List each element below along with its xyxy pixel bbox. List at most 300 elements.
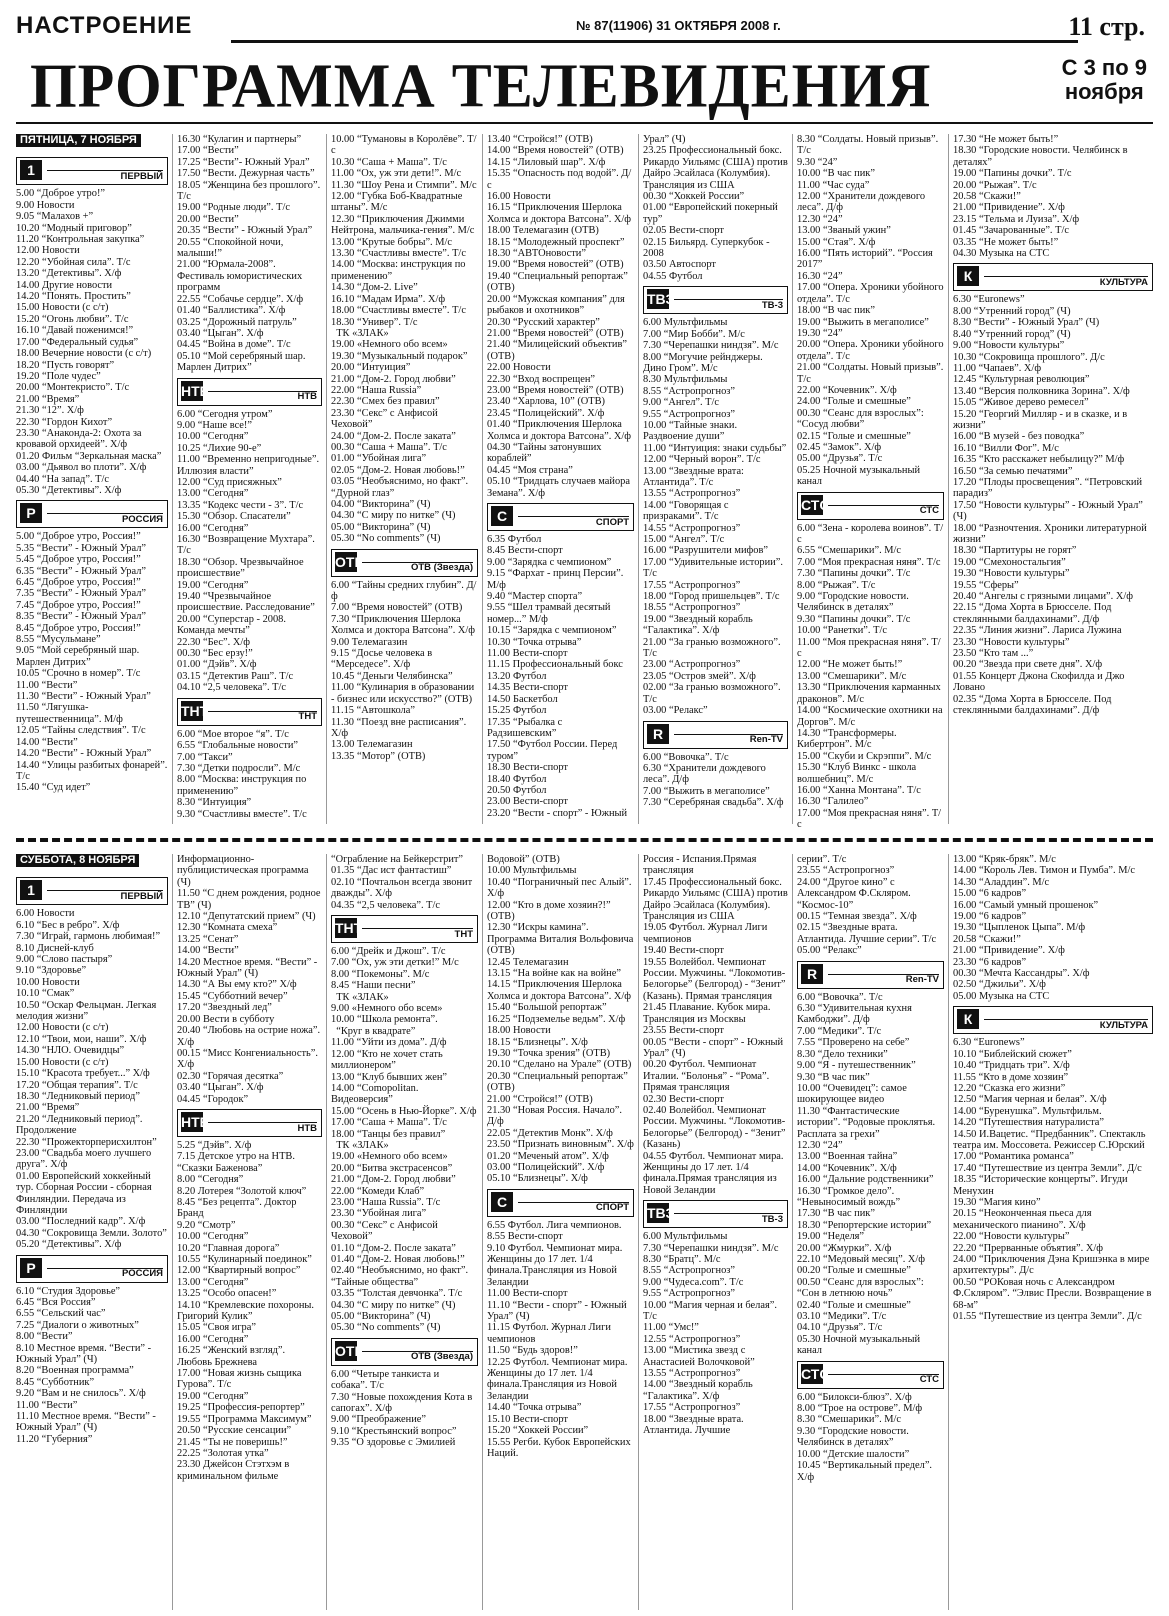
program-line: 11.00 “Моя прекрасная няня”. Т/с [797, 636, 941, 660]
program-line: 17.00 “Романтика романса” [953, 1151, 1074, 1163]
program-line: Урал” (Ч) [643, 134, 686, 145]
program-line: 02.15 “Звездные врата. Атлантида. Лучшие серии”. Т/с [797, 922, 937, 945]
program-line: 15.25 Футбол [487, 705, 547, 717]
program-line: 18.55 “Астропрогноз” [643, 602, 741, 614]
program-line: 12.00 “Кто не хочет стать миллионером” [331, 1048, 446, 1072]
program-line: 7.00 “Ох, уж эти детки!” М/с [331, 957, 459, 969]
program-line: 6.45 “Вся Россия” [16, 1297, 96, 1308]
program-line: “Ограбление на Бейкерстрит” [331, 854, 464, 865]
program-line: 6.55 “Глобальные новости” [177, 740, 299, 752]
program-line: 8.35 “Вести” - Южный Урал” [16, 611, 146, 623]
program-line: 11.00 “Умс!” [643, 1322, 699, 1334]
program-line: 17.30 “В час пик” [797, 1208, 875, 1220]
program-line: 03.40 “Цыган”. Х/ф [177, 327, 264, 339]
program-line: 22.00 “Комеди Клаб” [331, 1185, 425, 1197]
channel-logo-icon: 1 [20, 160, 42, 180]
channel-header [953, 1006, 1153, 1034]
program-line: 15.00 “6 кадров” [953, 888, 1027, 900]
program-line: 8.20 “Военная программа” [16, 1365, 134, 1377]
channel-logo-icon: ТНТ [335, 920, 363, 937]
program-line: 9.00 Новости [16, 199, 75, 211]
day-heading: СУББОТА, 8 НОЯБРЯ [16, 854, 139, 867]
program-line: 19.20 “Поле чудес” [16, 370, 101, 382]
friday-schedule [16, 134, 1153, 831]
program-line: 9.20 “Смотр” [177, 1219, 236, 1231]
program-line: 21.00 “Время новостей” (ОТВ) [487, 327, 624, 339]
program-line: 9.10 “Крестьянский вопрос” [331, 1425, 457, 1437]
schedule-column [172, 134, 322, 824]
program-line: 17.20 “Звездный лед” [177, 1002, 272, 1014]
program-line: 15.55 Регби. Кубок Европейских Наций. [487, 1436, 634, 1459]
program-line: 11.00 “Вести” [16, 1399, 78, 1411]
program-line: Россия - Испания.Прямая трансляция [643, 854, 759, 877]
program-line: 17.00 “Вести” [177, 145, 239, 157]
program-line: 9.30 “Папины дочки”. Т/с [797, 613, 911, 625]
program-line: 19.40 “Чрезвычайное происшествие. Расследование” [177, 591, 315, 614]
program-line: 8.20 Лотерея “Золотой ключ” [177, 1185, 307, 1197]
program-line: 23.30 “Анаконда-2: Охота за кровавой орхидеей”. Х/ф [16, 427, 145, 451]
program-line: 14.00 “Буренушка”. Мультфильм. [953, 1105, 1102, 1117]
program-line: 8.55 “Астропрогноз” [643, 385, 735, 397]
program-line: 12.00 Новости [16, 245, 80, 257]
program-line: 6.10 “Бес в ребро”. Х/ф [16, 919, 120, 931]
program-line: 10.00 Мультфильмы [487, 865, 577, 877]
channel-header [797, 492, 944, 520]
program-line: 19.30 “Цыпленок Цыпа”. М/ф [953, 922, 1086, 934]
program-line: 21.30 “Новая Россия. Начало”. Д/ф [487, 1104, 625, 1128]
program-line: 04.30 “Сокровища Земли. Золото” [16, 1227, 167, 1239]
program-line: 16.30 “Возвращение Мухтара”. Т/с [177, 534, 318, 557]
program-line: 9.00 “Ангел”. Т/с [643, 397, 720, 409]
program-line: 15.40 “Большой репортаж” [487, 1002, 607, 1014]
program-line: 00.15 “Темная звезда”. Х/ф [797, 911, 917, 923]
program-line: 02.05 “Дом-2. Новая любовь!” [331, 464, 465, 476]
program-line: 9.00 “Зарядка с чемпионом” [487, 556, 612, 568]
program-line: 01.45 “Зачарованные”. Т/с [953, 225, 1069, 237]
program-line: 12.00 “Суд присяжных” [177, 476, 282, 488]
program-line: 24.00 “Приключения Дэна Кришэнка в мире архитектуры”. Д/с [953, 1254, 1152, 1277]
program-line: 18.00 Вечерние новости (с с/т) [16, 348, 152, 360]
program-line: 13.00 “Мистика звезд с Анастасией Волочковой” [643, 1345, 755, 1368]
program-line: 00.30 “Секс” с Анфисой Чеховой” [331, 1219, 441, 1243]
program-line: 11.00 “Интуиция: знаки судьбы” [643, 442, 787, 454]
program-line: 02.15 “Голые и смешные” [797, 430, 911, 442]
program-line: 03.05 “Необъяснимо, но факт”. “Дурной глаз” [331, 476, 471, 499]
program-line: 18.15 “Близнецы”. Х/ф [487, 1036, 588, 1048]
program-line: 11.30 “Шоу Рена и Стимпи”. М/с [331, 179, 477, 191]
program-line: 16.00 “Сегодня” [177, 1333, 249, 1345]
program-line: 23.25 Профессиональный бокс. Рикардо Уильямс (США) против Дайро Эсайласа (Колумбия). Трансляция из США [643, 145, 791, 191]
program-line: 8.00 “Москва: инструкция по применению” [177, 774, 309, 797]
program-line: 19.00 “Папины дочки”. Т/с [953, 168, 1072, 180]
masthead-rule [16, 122, 1153, 124]
channel-name: Ren-TV [905, 974, 939, 986]
program-line: 7.55 “Проверено на себе” [797, 1037, 910, 1049]
program-line: 5.00 “Доброе утро, Россия!” [16, 531, 141, 543]
program-line: 6.00 “Вовочка”. Т/с [643, 751, 729, 763]
program-line: 04.10 “2,5 человека”. Т/с [177, 682, 287, 694]
channel-logo-icon: 1 [20, 880, 42, 900]
program-line: 05.30 Ночной музыкальный канал [797, 1333, 923, 1357]
program-line: 04.40 “На запад”. Т/с [16, 473, 109, 485]
program-line: 05.00 “Викторина” (Ч) [331, 1311, 431, 1323]
program-line: 9.30 “Городские новости. Челябинск в деталях” [797, 1425, 912, 1449]
program-line: 6.00 Мультфильмы [643, 317, 728, 329]
channel-header [177, 1109, 322, 1137]
program-line: 12.00 “Хранители дождевого леса”. Д/ф [797, 191, 928, 214]
program-line: 20.30 “Специальный репортаж” (ОТВ) [487, 1070, 631, 1094]
program-line: 00.50 “Сеанс для взрослых”: “Сон в летнюю ночь” [797, 1276, 927, 1300]
program-line: 9.30 “24” [797, 156, 838, 168]
program-line: 17.45 Профессиональный бокс. Рикардо Уильямс (США) против Дайро Эсайласа (Колумбия). Трансляция из США [643, 876, 791, 923]
program-line: 04.30 “С миру по нитке” (Ч) [331, 510, 456, 522]
program-line: 17.20 “Общая терапия”. Т/с [16, 1079, 138, 1091]
program-line: 10.30 “Сокровища прошлого”. Д/с [953, 351, 1105, 363]
program-line: 03.25 “Дорожный патруль” [177, 316, 297, 328]
program-line: 11.50 “Лягушка-путешественница”. М/ф [16, 702, 123, 725]
channel-logo-icon: СТС [801, 1365, 830, 1382]
program-line: 23.00 “Свадьба моего лучшего друга”. Х/ф [16, 1147, 154, 1171]
program-line: 23.50 “Кто там ...” [953, 648, 1034, 660]
program-line: 21.45 Плавание. Кубок мира. Трансляция из Москвы [643, 1002, 774, 1025]
program-line: 15.00 Новости (с с/т) [16, 1056, 109, 1068]
program-line: 23.45 “Полицейский”. Х/ф [487, 407, 605, 419]
saturday-schedule [16, 854, 1153, 1610]
channel-name: НТВ [297, 1122, 317, 1134]
program-line: 19.00 «Немного обо всем» [331, 1151, 448, 1163]
program-line: 6.10 “Студия Здоровье” [16, 1285, 121, 1297]
schedule-column [948, 854, 1153, 1610]
schedule-column [638, 854, 791, 1610]
program-line: 16.25 “Подземелье ведьм”. Х/ф [487, 1013, 626, 1025]
program-line: 11.15 Футбол. Журнал Лиги чемпионов [487, 1322, 614, 1345]
program-line: 05.20 “Детективы”. Х/ф [16, 1239, 122, 1251]
program-line: 19.30 “Музыкальный подарок” [331, 350, 468, 362]
program-line: 00.05 “Вести - спорт” - Южный Урал” (Ч) [643, 1036, 786, 1059]
program-line: 14.30 “Трансформеры. Кибертрон”. М/с [797, 727, 900, 751]
program-line: 00.15 “Мисс Конгениальность”. Х/ф [177, 1047, 321, 1071]
program-line: 7.30 “Черепашки ниндзя”. М/с [643, 1242, 779, 1254]
program-line: 21.40 “Милицейский объектив” (ОТВ) [487, 339, 630, 362]
program-line: 22.20 “Прерванные объятия”. Х/ф [953, 1242, 1103, 1254]
program-line: 9.00 “Наше все!” [177, 419, 252, 431]
program-line: 22.05 “Детектив Монк”. Х/ф [487, 1127, 613, 1139]
program-line: 05.30 “Детективы”. Х/ф [16, 484, 122, 496]
channel-header [797, 1361, 944, 1389]
program-line: 12.45 Телемагазин [487, 956, 569, 968]
program-line: 18.40 Футбол [487, 773, 547, 785]
program-line: 02.45 “Замок”. Х/ф [797, 441, 882, 453]
program-line: 16.10 “Вилли Фог”. М/с [953, 442, 1059, 454]
program-line: 14.50 Баскетбол [487, 693, 558, 705]
program-line: 00.30 “Сеанс для взрослых”: “Сосуд любви” [797, 407, 927, 431]
program-line: 7.00 “Время новостей” (ОТВ) [331, 602, 463, 614]
program-line: 11.20 “Губерния” [16, 1433, 93, 1445]
schedule-column [16, 134, 171, 824]
program-line: 8.30 “Вести” - Южный Урал” (Ч) [953, 317, 1100, 329]
program-line: 23.15 “Тельма и Луиза”. Х/ф [953, 213, 1080, 225]
program-line: 22.00 “Кочевник”. Х/ф [797, 384, 897, 396]
program-line: 12.55 “Астропрогноз” [643, 1333, 741, 1345]
schedule-column [482, 134, 634, 824]
channel-name: СПОРТ [595, 1202, 629, 1214]
program-line: 13.00 “Смешарики”. М/с [797, 670, 907, 682]
program-line: 22.00 “Новости культуры” [953, 1231, 1070, 1243]
program-line: 16.00 “Дальние родственники” [797, 1174, 934, 1186]
program-line: 03.35 “Не может быть!” [953, 236, 1059, 248]
program-line: 13.25 “Сенат” [177, 933, 239, 945]
program-line: 13.40 “Версия полковника Зорина”. Х/ф [953, 385, 1130, 397]
program-line: Водовой” (ОТВ) [487, 854, 560, 865]
program-line: 7.30 “Приключения Шерлока Холмса и доктора Ватсона”. Х/ф [331, 613, 476, 637]
day-heading: ПЯТНИЦА, 7 НОЯБРЯ [16, 134, 141, 147]
program-line: 01.00 “Европейский покерный тур” [643, 202, 781, 225]
program-line: 05.00 “Релакс” [797, 945, 862, 957]
program-line: 18.00 “Город пришельцев”. Т/с [643, 591, 780, 603]
program-line: 13.35 “Мотор” (ОТВ) [331, 750, 426, 762]
date-range-line1: С 3 по 9 [1061, 55, 1147, 80]
program-line: 03.50 Автоспорт [643, 259, 716, 271]
program-line: 15.05 “Живое дерево ремесел” [953, 397, 1089, 409]
program-line: 8.00 “Могучие рейнджеры. Дино Гром”. М/с [643, 351, 766, 374]
program-line: 13.30 “Счастливы вместе”. Т/с [331, 248, 466, 260]
program-line: 03.40 “Цыган”. Х/ф [177, 1082, 264, 1094]
program-line: 12.00 “Губка Боб-Квадратные штаны”. М/с [331, 191, 465, 214]
program-line: 21.45 “Ты не поверишь!” [177, 1436, 288, 1448]
program-line: 23.55 Вести-спорт [643, 1025, 724, 1037]
program-line: 8.30 “Интуиция” [177, 797, 252, 809]
program-line: 14.20 “Понять. Простить” [16, 291, 131, 303]
program-line: 5.25 “Дэйв”. Х/ф [177, 1139, 252, 1151]
program-line: 10.45 “Деньги Челябинска” [331, 670, 453, 682]
program-line: 7.30 “Серебряная свадьба”. Х/ф [643, 797, 784, 809]
program-line: 02.35 “Дома Хорта в Брюсселе. Под стеклянными балдахинами”. Д/ф [953, 693, 1115, 717]
schedule-column [638, 134, 791, 824]
program-line: 20.00 “Рыжая”. Т/с [953, 179, 1037, 191]
program-line: 10.00 “Детские шалости” [797, 1448, 910, 1460]
program-line: 14.00 “Космические охотники на Доргов”. М/с [797, 705, 946, 728]
program-line: 22.30 “Вход воспрещен” [487, 373, 596, 385]
program-line: 15.20 “Георгий Милляр - и в сказке, и в жизни” [953, 408, 1130, 431]
program-line: 12.50 “Магия черная и белая”. Х/ф [953, 1094, 1107, 1106]
program-line: 9.00 «Немного обо всем» [331, 1003, 443, 1015]
program-line: 01.55 “Путешествие из центра Земли”. Д/с [953, 1311, 1142, 1323]
program-line: 6.00 “Мое второе “я”. Т/с [177, 728, 289, 740]
program-line: 6.00 “Четыре танкиста и собака”. Т/с [331, 1368, 442, 1392]
program-line: 9.30 “Счастливы вместе”. Т/с [177, 808, 307, 820]
program-line: 23.40 “Харлова, 10” (ОТВ) [487, 396, 606, 408]
program-line: 8.55 Вести-спорт [487, 1231, 563, 1243]
program-line: 15.30 “Клуб Винкс - школа волшебниц”. М/с [797, 762, 919, 785]
program-line: 8.45 “Субботник” [16, 1376, 95, 1388]
program-line: 15.35 “Опасность под водой”. Д/с [487, 168, 632, 191]
program-line: 00.20 Футбол. Чемпионат Италии. “Болонья” - “Рома”. Прямая трансляция [643, 1059, 772, 1094]
program-line: 03.15 “Детектив Раш”. Т/с [177, 670, 294, 682]
program-line: 22.15 “Дома Хорта в Брюсселе. Под стеклянными балдахинами”. Д/ф [953, 602, 1115, 625]
channel-logo-icon: ТНТ [181, 702, 209, 719]
program-line: 14.00 “Звездный корабль “Галактика”. Х/ф [643, 1379, 756, 1402]
program-line: 9.00 “Городские новости. Челябинск в деталях” [797, 591, 912, 614]
program-line: 8.00 “Покемоны”. М/с [331, 968, 430, 980]
program-line: 14.30 “А Вы ему кто?” Х/ф [177, 979, 297, 991]
program-line: 05.25 Ночной музыкальный канал [797, 464, 923, 488]
program-line: 10.00 “Ранетки”. Т/с [797, 625, 887, 637]
program-line: 8.55 “Мусульмане” [16, 634, 101, 646]
program-line: 16.00 “Сегодня” [177, 522, 249, 534]
program-line: 9.00 Телемагазин [331, 636, 408, 648]
program-line: 12.00 “Черный ворон”. Т/с [643, 454, 761, 466]
program-line: 9.30 “В час пик” [797, 1071, 870, 1083]
program-line: 10.30 “Саша + Маша”. Т/с [331, 156, 447, 168]
program-line: 21.30 “12”. Х/ф [16, 405, 84, 417]
program-line: ТК «ЗЛАК» [331, 327, 389, 339]
channel-name: ОТВ (Звезда) [410, 1351, 473, 1363]
program-line: 13.00 “Званый ужин” [797, 225, 891, 237]
issue-line: № 87(11906) 31 ОКТЯБРЯ 2008 г. [576, 18, 781, 33]
program-line: 18.20 “Пусть говорят” [16, 359, 115, 371]
program-line: 15.20 “Хоккей России” [487, 1425, 589, 1437]
program-line: 13.30 “Приключения карманных драконов”. М/с [797, 682, 944, 705]
program-line: 11.00 “Кулинария в образовании - бизнес или искусство?” (ОТВ) [331, 682, 477, 705]
program-line: 7.35 “Вести” - Южный Урал” [16, 588, 146, 600]
program-line: 20.00 “Битва экстрасенсов” [331, 1162, 453, 1174]
program-line: 9.05 “Мой серебряный шар. Марлен Дитрих” [16, 645, 142, 668]
program-line: 18.00 “Разночтения. Хроники литературной жизни” [953, 522, 1150, 545]
program-line: 17.25 “Вести”- Южный Урал” [177, 156, 310, 168]
program-line: 7.30 “Новые похождения Кота в сапогах”. Х/ф [331, 1391, 475, 1415]
program-line: 04.35 “2,5 человека”. Т/с [331, 899, 441, 911]
program-line: 17.00 “Опера. Хроники убойного отдела”. Т/с [797, 282, 947, 305]
schedule-column [792, 134, 947, 831]
channel-name: СТС [919, 1374, 939, 1386]
program-line: 10.05 “Срочно в номер”. Т/с [16, 668, 141, 680]
program-line: 19.00 “Звездный корабль “Галактика”. Х/ф [643, 613, 756, 637]
program-line: 03.00 “Релакс” [643, 705, 708, 717]
program-line: 12.05 “Тайны следствия”. Т/с [16, 725, 146, 737]
program-line: 8.30 “Смешарики”. М/с [797, 1414, 902, 1426]
program-line: 03.00 “Дьявол во плоти”. Х/ф [16, 462, 147, 474]
channel-logo-icon: СТС [801, 496, 830, 513]
program-line: 22.25 “Золотая утка” [177, 1447, 269, 1459]
program-line: 7.25 “Диалоги о животных” [16, 1319, 139, 1331]
schedule-column [326, 134, 478, 824]
program-line: 23.50 “Признать виновным”. Х/ф [487, 1139, 634, 1151]
program-line: 12.30 “Приключения Джимми Нейтрона, мальчика-гения”. М/с [331, 213, 475, 237]
program-line: 6.00 Новости [16, 908, 75, 920]
program-line: 9.00 “Чудеса.com”. Т/с [643, 1276, 744, 1288]
program-line: 8.45 “Доброе утро, Россия!” [16, 622, 141, 634]
program-line: 04.30 Музыка на СТС [953, 248, 1050, 260]
program-line: 8.55 “Астропрогноз” [643, 1265, 735, 1277]
program-line: 9.15 “Фархат - принц Персии”. М/ф [487, 568, 626, 591]
channel-header [487, 1189, 634, 1217]
program-line: 04.30 “Тайны затонувших кораблей” [487, 441, 605, 465]
channel-logo-icon: К [957, 266, 979, 286]
channel-name: ТВ-3 [761, 299, 783, 311]
program-line: 20.00 “Монтекристо”. Т/с [16, 382, 130, 394]
program-line: 17.35 “Рыбалка с Радзишевским” [487, 716, 565, 739]
program-line: 14.00 Другие новости [16, 279, 113, 291]
program-line: 22.55 “Собачье сердце”. Х/ф [177, 293, 304, 305]
program-line: ТК «ЗЛАК» [331, 1139, 389, 1151]
program-line: 22.00 Новости [487, 362, 551, 374]
program-line: 6.30 “Euronews” [953, 294, 1025, 306]
program-line: 16.35 “Кто расскажет небылицу?” М/ф [953, 454, 1125, 466]
program-line: 7.30 “Играй, гармонь любимая!” [16, 931, 161, 943]
program-line: 11.10 Местное время. “Вести” - Южный Урал” (Ч) [16, 1411, 159, 1434]
program-line: 00.30 “Саша + Маша”. Т/с [331, 441, 447, 453]
program-line: 18.30 “Обзор. Чрезвычайное происшествие” [177, 556, 307, 580]
schedule-column [326, 854, 478, 1610]
program-line: 19.30 “24” [797, 327, 843, 339]
channel-logo-icon: С [491, 1192, 513, 1212]
program-line: 11.10 “Вести - спорт” - Южный Урал” (Ч) [487, 1299, 630, 1323]
program-line: 04.45 “Городок” [177, 1093, 249, 1105]
program-line: 15.05 “Своя игра” [177, 1322, 256, 1334]
program-line: 16.30 “Громкое дело”. “Невыносимый вождь” [797, 1185, 901, 1208]
program-line: 9.15 “Досье человека в “Мерседесе”. Х/ф [331, 648, 435, 671]
program-line: 12.20 “Убойная сила”. Т/с [16, 256, 131, 268]
program-line: 8.40 “Утренний город” (Ч) [953, 328, 1071, 340]
program-line: 19.00 “Выжить в мегаполисе” [797, 316, 929, 328]
program-line: 16.10 “Давай поженимся!” [16, 325, 134, 337]
program-line: 9.55 “Астропрогноз” [643, 408, 735, 420]
program-line: “Круг в квадрате” [331, 1025, 416, 1037]
program-line: 22.30 “Гордон Кихот” [16, 416, 113, 428]
program-line: 12.25 Футбол. Чемпионат мира. Женщины до 17 лет. 1/4 финала.Трансляция из Новой Зеландии [487, 1356, 631, 1402]
program-line: 8.00 “Трое на острове”. М/ф [797, 1403, 923, 1415]
program-line: 17.00 “Саша + Маша”. Т/с [331, 1117, 447, 1129]
schedule-column [482, 854, 634, 1610]
program-line: 14.55 “Астропрогноз” [643, 522, 741, 534]
program-line: 7.30 “Детки подросли”. М/с [177, 762, 301, 774]
channel-header [797, 961, 944, 989]
program-line: 17.50 “Футбол России. Перед туром” [487, 739, 620, 762]
channel-name: ПЕРВЫЙ [120, 891, 163, 902]
program-line: 7.30 “Черепашки ниндзя”. М/с [643, 340, 779, 352]
program-line: 14.00 “Вести” [16, 736, 78, 748]
channel-logo-icon: Р [20, 1258, 42, 1278]
program-line: 14.15 “Приключения Шерлока Холмса и доктора Ватсона”. Х/ф [487, 979, 632, 1002]
program-line: 24.00 “Дом-2. После заката” [331, 430, 456, 442]
program-line: ТК «ЗЛАК» [331, 991, 389, 1003]
program-line: 16.10 “Мадам Ирма”. Х/ф [331, 293, 446, 305]
schedule-column [16, 854, 168, 1610]
program-line: 12.30 “24” [797, 1139, 843, 1151]
program-line: 05.00 “Викторина” (Ч) [331, 521, 431, 533]
program-line: 23.30 “Новости культуры” [953, 636, 1070, 648]
program-line: 05.00 “Друзья”. Т/с [797, 453, 883, 465]
program-line: 19.55 “Сферы” [953, 579, 1019, 591]
program-line: 10.00 “Школа ремонта”. [331, 1014, 438, 1026]
program-line: 12.00 Новости (с с/т) [16, 1022, 109, 1034]
program-line: 22.10 “Медовый месяц”. Х/ф [797, 1254, 926, 1265]
program-line: 12.45 “Культурная революция” [953, 374, 1090, 386]
program-line: 13.15 “На войне как на войне” [487, 968, 621, 980]
program-line: 11.00 “Временно непригодные”. Иллюзия власти” [177, 454, 322, 477]
program-line: 17.55 “Астропрогноз” [643, 579, 741, 591]
program-line: 19.00 “Сегодня” [177, 579, 249, 591]
program-line: 10.00 “Тайные знаки. Раздвоение души” [643, 419, 740, 443]
program-line: 6.30 “Euronews” [953, 1037, 1025, 1049]
program-line: 00.50 “РОКовая ночь с Александром Ф.Скляром”. “Элвис Пресли. Возвращение в 68-м” [953, 1276, 1155, 1311]
program-line: 21.00 “Дом-2. Город любви” [331, 373, 456, 385]
program-line: 6.00 “Билокси-блюз”. Х/ф [797, 1391, 912, 1403]
program-line: Информационно-публицистическая программа (Ч) [177, 854, 312, 888]
program-line: 21.00 “Стройся!” (ОТВ) [487, 1093, 593, 1105]
program-line: 23.30 “Секс” с Анфисой Чеховой” [331, 407, 441, 431]
program-line: 10.00 “В час пик” [797, 168, 875, 180]
